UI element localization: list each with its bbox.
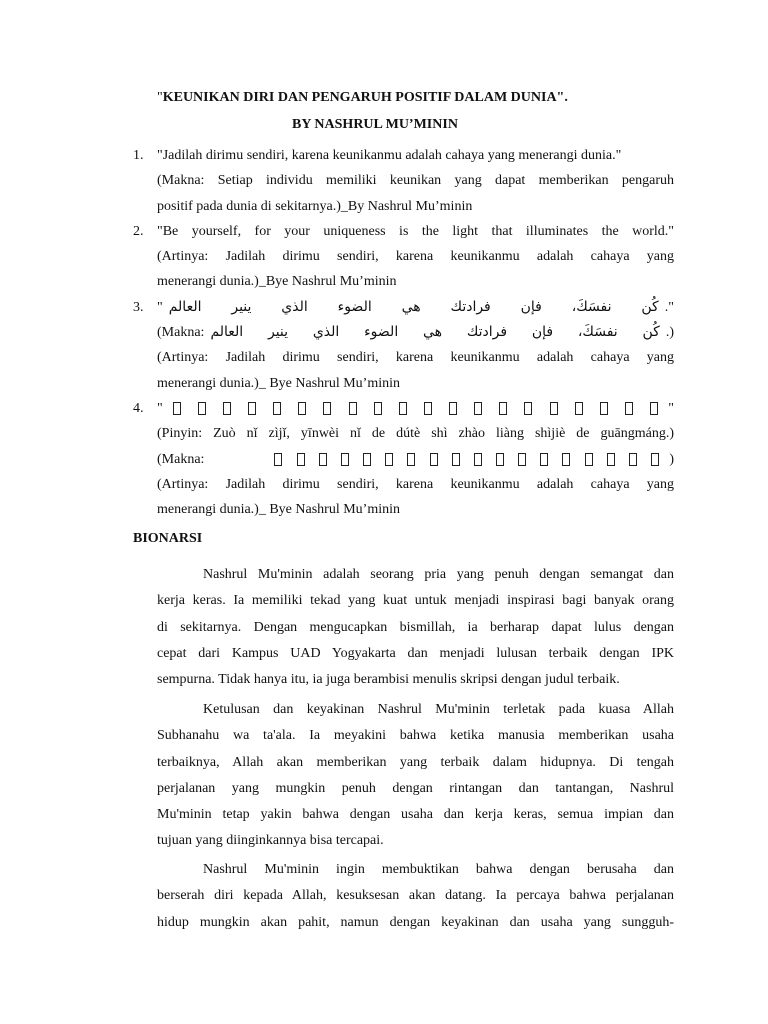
arabic-word: فإن (531, 324, 554, 341)
arabic-word: هي (401, 298, 421, 315)
missing-glyph-box (474, 402, 482, 415)
pinyin-line: (Pinyin: Zuò nǐ zìjǐ, yīnwèi nǐ de dútè shì zhào liàng shìjiè de guāngmáng.) (157, 426, 674, 442)
quote-number: 4. (133, 400, 144, 416)
missing-glyph-box (650, 402, 658, 415)
quote-line: positif pada dunia di sekitarnya.)_By Nashrul Mu’minin (157, 198, 473, 214)
arabic-word: العالم (210, 324, 244, 341)
missing-glyph-box (449, 402, 457, 415)
document-title (157, 88, 677, 108)
missing-glyph-box (607, 453, 615, 466)
missing-glyph-box (274, 453, 282, 466)
title-open-quote: " (157, 90, 163, 105)
arabic-word: كُن (642, 324, 660, 341)
missing-glyph-box (319, 453, 327, 466)
quote-line: menerangi dunia.)_Bye Nashrul Mu’minin (157, 274, 397, 290)
missing-glyph-box (223, 402, 231, 415)
missing-glyph-box (297, 453, 305, 466)
missing-glyph-box (399, 402, 407, 415)
quote-line: (Artinya: Jadilah dirimu sendiri, karena keunikanmu adalah cahaya yang (157, 476, 674, 492)
missing-glyph-box (273, 402, 281, 415)
arabic-close-quote: ." (664, 299, 674, 315)
missing-glyph-box (341, 453, 349, 466)
paragraph-line: Mu'minin tetap yakin bahwa dengan usaha dan kerja keras, semua impian dan (157, 807, 674, 823)
arabic-word: الضوء (337, 298, 372, 315)
quote-item-1 (0, 143, 768, 219)
makna-label: (Makna: (157, 451, 205, 467)
quote-line: "Jadilah dirimu sendiri, karena keunikanmu adalah cahaya yang menerangi dunia." (157, 148, 622, 163)
paragraph-line: hidup mungkin akan pahit, namun dengan keyakinan dan usaha yang sungguh- (157, 914, 674, 930)
arabic-word: هي (423, 324, 443, 341)
makna-close: .) (665, 325, 674, 341)
paragraph-line: kerja keras. Ia memiliki tekad yang kuat untuk menjadi inspirasi bagi banyak orang (157, 593, 674, 609)
chinese-close-quote: " (668, 400, 674, 416)
missing-glyph-box (518, 453, 526, 466)
missing-glyph-box (575, 402, 583, 415)
missing-glyph-box (248, 402, 256, 415)
arabic-word: الذي (312, 324, 340, 341)
paragraph-line: Nashrul Mu'minin adalah seorang pria yang penuh dengan semangat dan (203, 567, 674, 582)
arabic-word: فإن (520, 298, 542, 315)
arabic-words (163, 295, 665, 320)
arabic-word: كُن (641, 298, 659, 315)
quote-line: (Artinya: Jadilah dirimu sendiri, karena keunikanmu adalah cahaya yang (157, 249, 674, 265)
missing-glyph-box (452, 453, 460, 466)
paragraph-line: sempurna. Tidak hanya itu, ia juga berambisi menulis skripsi dengan judul terbaik. (157, 672, 620, 688)
missing-glyph-box (474, 453, 482, 466)
missing-glyph-box (625, 402, 633, 415)
quote-number: 3. (133, 299, 144, 315)
missing-glyph-box (550, 402, 558, 415)
arabic-makna-line (157, 320, 674, 345)
arabic-quote-line (157, 295, 674, 320)
paragraph-line: di sekitarnya. Dengan mengucapkan bismillah, ia berharap dapat lulus dengan (157, 619, 674, 635)
quote-line: (Artinya: Jadilah dirimu sendiri, karena keunikanmu adalah cahaya yang (157, 350, 674, 366)
quote-item-4 (0, 396, 768, 522)
missing-glyph-box (496, 453, 504, 466)
bio-paragraph-1 (157, 562, 674, 693)
arabic-word: نفسَكَ، (577, 324, 618, 341)
makna-label: (Makna: (157, 325, 205, 341)
paragraph-line: Nashrul Mu'minin ingin membuktikan bahwa dengan berusaha dan (203, 862, 674, 877)
author-byline: BY NASHRUL MU’MININ (292, 117, 458, 132)
makna-close: ) (669, 451, 674, 467)
missing-glyph-box (499, 402, 507, 415)
quote-number: 1. (133, 148, 144, 163)
quote-item-3 (0, 295, 768, 396)
paragraph-line: terbaiknya, Allah akan memberikan yang terbaik dalam hidupnya. Di tengah (157, 754, 674, 770)
missing-glyph-box (407, 453, 415, 466)
quote-item-2 (0, 219, 768, 295)
section-heading-bionarsi: BIONARSI (133, 531, 203, 546)
missing-glyph-box (540, 453, 548, 466)
arabic-word: نفسَكَ، (571, 298, 612, 315)
arabic-word: ينير (231, 298, 252, 315)
arabic-word: ينير (267, 324, 289, 341)
paragraph-line: Subhanahu wa ta'ala. Ia meyakini bahwa ketika manusia memberikan usaha (157, 728, 674, 744)
arabic-word: فرادتك (450, 298, 491, 315)
missing-glyph-box (363, 453, 371, 466)
paragraph-line: cepat dari Kampus UAD Yogyakarta dan menjadi lulusan terbaik dengan IPK (157, 645, 674, 661)
quote-line: menerangi dunia.)_ Bye Nashrul Mu’minin (157, 502, 401, 518)
quote-list (0, 143, 768, 522)
missing-glyph-box (524, 402, 532, 415)
missing-glyph-box (385, 453, 393, 466)
missing-glyph-box (298, 402, 306, 415)
missing-glyph-box (349, 402, 357, 415)
missing-glyph-box (323, 402, 331, 415)
missing-glyph-box (173, 402, 181, 415)
missing-glyph-box (198, 402, 206, 415)
quote-line: "Be yourself, for your uniqueness is the light that illuminates the world." (157, 223, 674, 239)
missing-glyph-box (430, 453, 438, 466)
arabic-word: العالم (168, 298, 202, 315)
paragraph-line: Ketulusan dan keyakinan Nashrul Mu'minin terletak pada kuasa Allah (203, 702, 674, 717)
arabic-word: الضوء (364, 324, 399, 341)
chinese-quote-line (157, 396, 674, 421)
title-text: KEUNIKAN DIRI DAN PENGARUH POSITIF DALAM DUNIA". (162, 90, 568, 105)
arabic-open-quote: " (157, 299, 163, 315)
missing-glyphs (204, 453, 669, 466)
arabic-words (204, 320, 665, 345)
paragraph-line: berserah diri kepada Allah, kesuksesan akan datang. Ia percaya bahwa perjalanan (157, 888, 674, 904)
chinese-makna-line (157, 447, 674, 472)
missing-glyph-box (374, 402, 382, 415)
bio-paragraph-3 (157, 857, 674, 936)
paragraph-line: tujuan yang diinginkannya bisa tercapai. (157, 833, 384, 849)
bio-paragraph-2 (157, 697, 674, 855)
missing-glyph-box (629, 453, 637, 466)
missing-glyph-box (562, 453, 570, 466)
missing-glyph-box (585, 453, 593, 466)
quote-line: menerangi dunia.)_ Bye Nashrul Mu’minin (157, 375, 401, 391)
paragraph-line: perjalanan yang mungkin penuh dengan rintangan dan tantangan, Nashrul (157, 780, 674, 796)
missing-glyph-box (651, 453, 659, 466)
missing-glyphs (163, 402, 669, 415)
missing-glyph-box (600, 402, 608, 415)
arabic-word: الذي (281, 298, 308, 315)
arabic-word: فرادتك (466, 324, 508, 341)
missing-glyph-box (424, 402, 432, 415)
quote-line: (Makna: Setiap individu memiliki keunikan yang dapat memberikan pengaruh (157, 173, 674, 189)
chinese-open-quote: " (157, 400, 163, 416)
quote-number: 2. (133, 223, 144, 239)
